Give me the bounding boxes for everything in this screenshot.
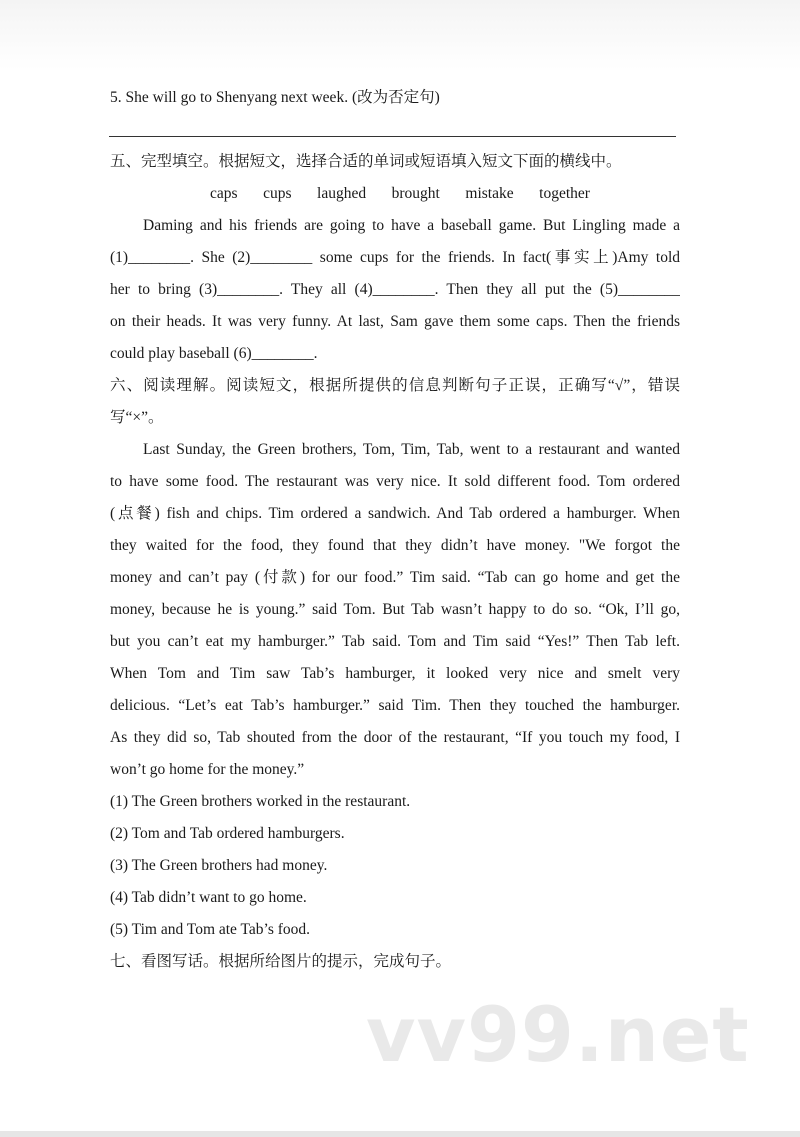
statement-2: (2) Tom and Tab ordered hamburgers. bbox=[110, 825, 345, 842]
word-bank-item: caps bbox=[210, 185, 238, 202]
word-bank-item: brought bbox=[391, 185, 440, 202]
statement-1: (1) The Green brothers worked in the restaurant. bbox=[110, 793, 411, 810]
statement-3: (3) The Green brothers had money. bbox=[110, 857, 328, 874]
word-bank-item: mistake bbox=[465, 185, 514, 202]
section-6-title: 六、阅读理解。阅读短文，根据所提供的信息判断句子正误，正确写“√”，错误 bbox=[110, 377, 680, 394]
cloze-line: (1)________. She (2)________ some cups for the friends. In fact(事实上)Amy told bbox=[110, 249, 680, 266]
cloze-line: could play baseball (6)________. bbox=[110, 345, 318, 362]
word-bank bbox=[210, 184, 590, 204]
reading-line: won’t go home for the money.” bbox=[110, 761, 305, 778]
reading-line: to have some food. The restaurant was very nice. It sold different food. Tom ordered bbox=[110, 473, 680, 490]
reading-line: delicious. “Let’s eat Tab’s hamburger.” said Tim. Then they touched the hamburger. bbox=[110, 697, 680, 714]
reading-line: money, because he is young.” said Tom. But Tab wasn’t happy to do so. “Ok, I’ll go, bbox=[110, 601, 680, 618]
cloze-line: her to bring (3)________. They all (4)________. Then they all put the (5)________ bbox=[110, 281, 680, 298]
word-bank-item: cups bbox=[263, 185, 292, 202]
statement-4: (4) Tab didn’t want to go home. bbox=[110, 889, 307, 906]
watermark: vv99.net bbox=[366, 990, 750, 1079]
question-5: 5. She will go to Shenyang next week. (改为否定句) bbox=[110, 89, 440, 106]
section-6-title-cont: 写“×”。 bbox=[110, 409, 164, 426]
reading-line: Last Sunday, the Green brothers, Tom, Tim, Tab, went to a restaurant and wanted bbox=[143, 441, 680, 458]
reading-line: but you can’t eat my hamburger.” Tab said. Tom and Tim said “Yes!” Then Tab left. bbox=[110, 633, 680, 650]
reading-line: they waited for the food, they found that they didn’t have money. "We forgot the bbox=[110, 537, 680, 554]
word-bank-item: laughed bbox=[317, 185, 367, 202]
reading-line: As they did so, Tab shouted from the door of the restaurant, “If you touch my food, I bbox=[110, 729, 680, 746]
reading-line: (点餐) fish and chips. Tim ordered a sandwich. And Tab ordered a hamburger. When bbox=[110, 505, 680, 522]
statement-5: (5) Tim and Tom ate Tab’s food. bbox=[110, 921, 311, 938]
reading-line: money and can’t pay (付款) for our food.” Tim said. “Tab can go home and get the bbox=[110, 569, 680, 586]
page-bottom-edge bbox=[0, 1131, 800, 1137]
answer-line bbox=[109, 136, 676, 137]
cloze-line: Daming and his friends are going to have a baseball game. But Lingling made a bbox=[143, 217, 680, 234]
reading-line: When Tom and Tim saw Tab’s hamburger, it looked very nice and smelt very bbox=[110, 665, 680, 682]
cloze-line: on their heads. It was very funny. At last, Sam gave them some caps. Then the friends bbox=[110, 313, 680, 330]
word-bank-item: together bbox=[539, 185, 590, 202]
section-5-title: 五、完型填空。根据短文，选择合适的单词或短语填入短文下面的横线中。 bbox=[110, 153, 622, 170]
page-top-shade bbox=[0, 0, 800, 70]
section-7-title: 七、看图写话。根据所给图片的提示，完成句子。 bbox=[110, 953, 452, 970]
